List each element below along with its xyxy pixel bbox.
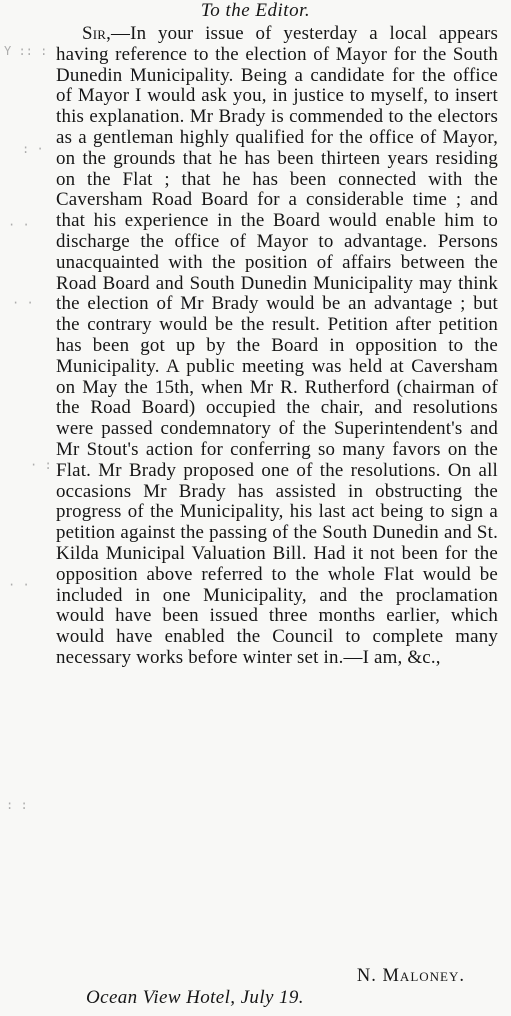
- bleed-fragment: · :: [30, 458, 52, 472]
- salutation: Sir,: [82, 23, 112, 44]
- letter-text: —In your issue of yesterday a local appears having reference to the election of Mayor for the South Dunedin Municipality. Being a candidate for the office of Mayor I would ask you, in justice to myself, to insert this explanation. Mr Brady is commended to the electors as a gentleman highly qualified for the office of Mayor, on the grounds that he has been thirteen years residing on the Flat ; that he has been connected with the Caversham Road Board for a considerable time ; and that his experience in the Board would enable him to discharge the office of Mayor to advantage. Persons unacquainted with the position of affairs between the Road Board and South Dunedin Municipality may think the election of Mr Brady would be an advantage ; but the contrary would be the result. Petition after petition has been got up by the Board in opposition to the Municipality. A public meeting was held at Caversham on May the 15th, when Mr R. Rutherford (chairman of the Road Board) occupied the chair, and resolutions were passed condemnatory of the Superintendent's and Mr Stout's action for conferring so many favors on the Flat. Mr Brady proposed one of the resolutions. On all occasions Mr Brady has assisted in obstructing the progress of the Municipality, his last act being to sign a petition against the passing of the South Dunedin and St. Kilda Municipal Valuation Bill. Had it not been for the opposition above referred to the whole Flat would be included in one Municipality, and the proclamation would have been issued three months earlier, which would have enabled the Council to complete many necessary works before winter set in.—I am, &c.,: [56, 23, 498, 668]
- bleed-fragment: · ·: [8, 578, 30, 592]
- letter-body: [56, 24, 498, 669]
- column-heading: To the Editor.: [200, 0, 311, 21]
- sender-address-date: Ocean View Hotel, July 19.: [86, 987, 304, 1008]
- bleed-fragment: : :: [6, 798, 28, 812]
- bleed-fragment: : ·: [22, 142, 44, 156]
- bleed-fragment: Y :: :: [4, 44, 48, 58]
- bleed-fragment: · ·: [12, 296, 34, 310]
- bleed-fragment: · ·: [8, 218, 30, 232]
- signature: N. Maloney.: [356, 966, 465, 986]
